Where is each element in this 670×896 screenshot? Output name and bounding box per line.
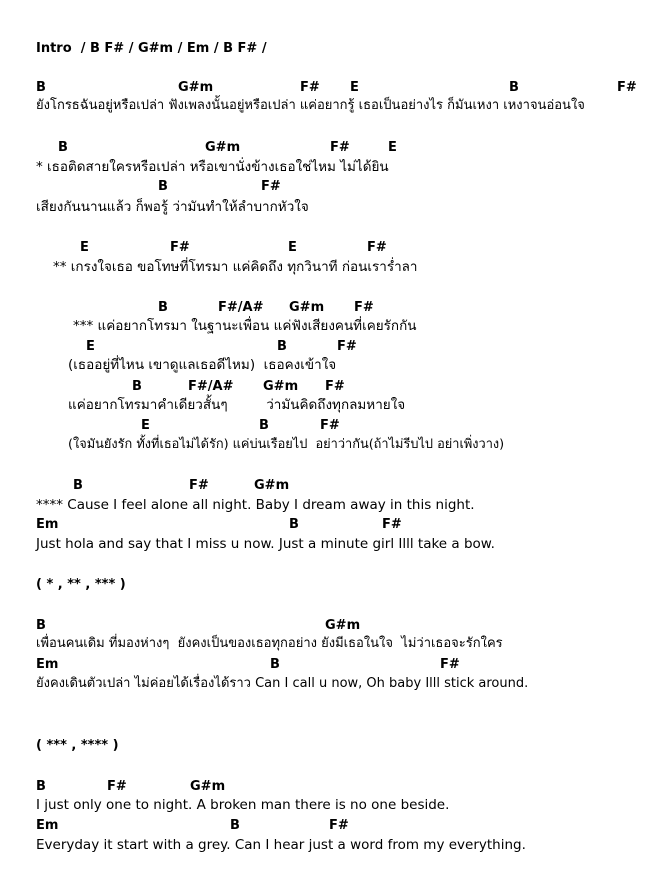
chord: G#m bbox=[190, 779, 226, 794]
chord: F#/A# bbox=[188, 379, 234, 394]
lyric-line: I just only one to night. A broken man there is no one beside. bbox=[36, 797, 450, 813]
chord: G#m bbox=[289, 300, 325, 315]
lyric-line: Everyday it start with a grey. Can I hear just a word from my everything. bbox=[36, 837, 526, 853]
lyric-line: **** Cause I feel alone all night. Baby I dream away in this night. bbox=[36, 497, 475, 513]
lyric-line: Just hola and say that I miss u now. Just a minute girl Illl take a bow. bbox=[36, 536, 495, 552]
lyric-line: ** เกรงใจเธอ ขอโทษที่โทรมา แค่คิดถึง ทุกวินาที ก่อนเราร่ำลา bbox=[53, 259, 418, 275]
chord: F# bbox=[354, 300, 374, 315]
repeat-marker: ( * , ** , *** ) bbox=[36, 577, 126, 592]
chord: F#/A# bbox=[218, 300, 264, 315]
chord: F# bbox=[337, 339, 357, 354]
chord: F# bbox=[189, 478, 209, 493]
chord: G#m bbox=[178, 80, 214, 95]
chord: E bbox=[388, 140, 397, 155]
repeat-marker: ( *** , **** ) bbox=[36, 738, 119, 753]
chord: F# bbox=[320, 418, 340, 433]
chord: E bbox=[80, 240, 89, 255]
chord: G#m bbox=[263, 379, 299, 394]
chord: G#m bbox=[205, 140, 241, 155]
chord: F# bbox=[329, 818, 349, 833]
chord: B bbox=[132, 379, 142, 394]
lyric-line: (ใจมันยังรัก ทั้งที่เธอไม่ได้รัก) แค่บ่นเรือยไป อย่าว่ากัน(ถ้าไม่รีบไป อย่าเพิ่งวาง) bbox=[68, 437, 505, 452]
lyric-line: เสียงกันนานแล้ว ก็พอรู้ ว่ามันทำให้ลำบากหัวใจ bbox=[36, 199, 309, 215]
chord: E bbox=[350, 80, 359, 95]
chord: B bbox=[230, 818, 240, 833]
lyric-line: เพื่อนคนเดิม ที่มองห่างๆ ยังคงเป็นของเธอทุกอย่าง ยังมีเธอในใจ ไม่ว่าเธอจะรักใคร bbox=[36, 636, 503, 651]
chord: B bbox=[270, 657, 280, 672]
chord: B bbox=[158, 179, 168, 194]
chord: E bbox=[86, 339, 95, 354]
chord: B bbox=[36, 779, 46, 794]
chord: E bbox=[288, 240, 297, 255]
chord: Em bbox=[36, 657, 59, 672]
lyric-line: ยังโกรธฉันอยู่หรือเปล่า ฟังเพลงนั้นอยู่หรือเปล่า แค่อยากรู้ เธอเป็นอย่างไร ก็มันเหงา เหงาจนอ่อนใจ bbox=[36, 98, 585, 113]
intro-line: Intro / B F# / G#m / Em / B F# / bbox=[36, 41, 267, 56]
chord: B bbox=[277, 339, 287, 354]
chord: B bbox=[73, 478, 83, 493]
lyric-line: แค่อยากโทรมาคำเดียวสั้นๆ ว่ามันคิดถึงทุกลมหายใจ bbox=[68, 397, 406, 413]
chord: G#m bbox=[325, 618, 361, 633]
chord: F# bbox=[170, 240, 190, 255]
chord: F# bbox=[382, 517, 402, 532]
chord: B bbox=[259, 418, 269, 433]
lyric-line: * เธอติดสายใครหรือเปล่า หรือเขานั่งข้างเธอใช่ไหม ไม่ได้ยิน bbox=[36, 159, 389, 175]
chord: Em bbox=[36, 818, 59, 833]
chord: F# bbox=[325, 379, 345, 394]
chord: F# bbox=[367, 240, 387, 255]
chord: B bbox=[36, 618, 46, 633]
chord: F# bbox=[440, 657, 460, 672]
chord: Em bbox=[36, 517, 59, 532]
chord: B bbox=[36, 80, 46, 95]
chord: F# bbox=[330, 140, 350, 155]
chord: F# bbox=[617, 80, 637, 95]
chord: F# bbox=[261, 179, 281, 194]
chord: B bbox=[158, 300, 168, 315]
chord: F# bbox=[107, 779, 127, 794]
lyric-line: ยังคงเดินตัวเปล่า ไม่ค่อยได้เรื่องได้ราว Can I call u now, Oh baby Illl stick around. bbox=[36, 676, 529, 691]
chord: B bbox=[509, 80, 519, 95]
chord: G#m bbox=[254, 478, 290, 493]
chord: F# bbox=[300, 80, 320, 95]
chord: B bbox=[58, 140, 68, 155]
chord: B bbox=[289, 517, 299, 532]
chord: E bbox=[141, 418, 150, 433]
lyric-line: (เธออยู่ที่ไหน เขาดูแลเธอดีไหม) เธอคงเข้าใจ bbox=[68, 357, 337, 373]
lyric-line: *** แค่อยากโทรมา ในฐานะเพื่อน แค่ฟังเสียงคนที่เคยรักกัน bbox=[73, 318, 417, 334]
